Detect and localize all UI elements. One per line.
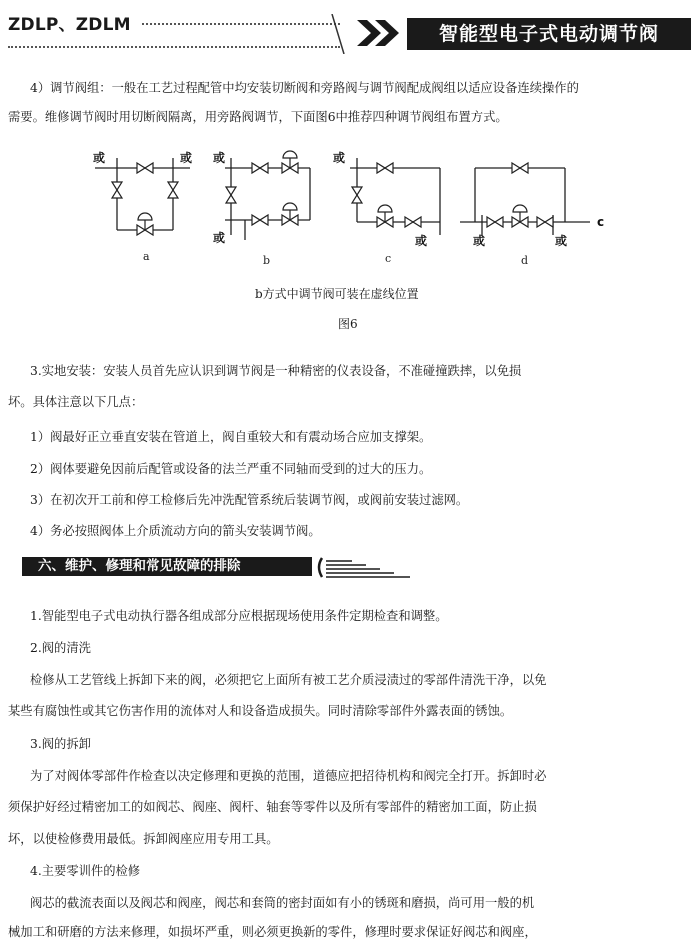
diagram-c-label: c xyxy=(597,215,605,229)
install-item-2: 2）阀体要避免因前后配管或设备的法兰严重不同轴而受到的过大的压力。 xyxy=(30,462,432,476)
header-dotted-line xyxy=(142,23,340,25)
diagram-or-label: 或 xyxy=(555,234,568,248)
valve-group-diagram xyxy=(85,140,625,270)
sub-label-a: a xyxy=(143,250,150,263)
maint-2-line2: 某些有腐蚀性或其它伤害作用的流体对人和设备造成损失。同时清除零部件外露表面的锈蚀。 xyxy=(8,704,513,718)
header-model: ZDLP、ZDLM xyxy=(8,15,131,35)
sub-label-c: c xyxy=(385,252,392,265)
diagram-or-label: 或 xyxy=(213,151,226,165)
maint-3-line2: 须保护好经过精密加工的如阀芯、阀座、阀杆、轴套等零件以及所有零部件的精密加工面，防止损 xyxy=(8,800,537,814)
install-line1: 3.实地安装：安装人员首先应认识到调节阀是一种精密的仪表设备，不准碰撞跌摔，以免损 xyxy=(30,364,522,378)
maint-1: 1.智能型电子式电动执行器各组成部分应根据现场使用条件定期检查和调整。 xyxy=(30,609,448,623)
section-title: 六、维护、修理和常见故障的排除 xyxy=(38,558,241,574)
p4-line1: 4）调节阀组：一般在工艺过程配管中均安装切断阀和旁路阀与调节阀配成阀组以适应设备连续操作的 xyxy=(30,81,579,95)
sub-label-b: b xyxy=(263,254,271,267)
maint-3-line3: 坏，以使检修费用最低。拆卸阀座应用专用工具。 xyxy=(8,832,279,846)
install-item-3: 3）在初次开工前和停工检修后先冲洗配管系统后装调节阀，或阀前安装过滤网。 xyxy=(30,493,469,507)
diagram-or-label: 或 xyxy=(93,151,106,165)
maint-2-heading: 2.阀的清洗 xyxy=(30,641,91,655)
header-title: 智能型电子式电动调节阀 xyxy=(407,18,691,50)
header-dotted-underline xyxy=(8,46,340,48)
diagram-or-label: 或 xyxy=(180,151,193,165)
double-chevron-icon xyxy=(357,18,403,48)
maint-3-heading: 3.阀的拆卸 xyxy=(30,737,91,751)
diagram-or-label: 或 xyxy=(333,151,346,165)
maint-4-line2: 械加工和研磨的方法来修理，如损坏严重，则必须更换新的零件，修理时要求保证好阀芯和阀座， xyxy=(8,925,537,939)
install-item-1: 1）阀最好正立垂直安装在管道上，阀自重较大和有震动场合应加支撑架。 xyxy=(30,430,432,444)
maint-4-heading: 4.主要零训件的检修 xyxy=(30,864,141,878)
figure-label: 图6 xyxy=(338,317,358,331)
figure-note: b方式中调节阀可装在虚线位置 xyxy=(255,287,419,301)
install-line2: 坏。具体注意以下几点： xyxy=(8,395,144,409)
maint-3-line1: 为了对阀体零部件作检查以决定修理和更换的范围，道德应把招待机构和阀完全打开。拆卸时必 xyxy=(30,769,547,783)
sub-label-d: d xyxy=(521,254,529,267)
diagram-or-label: 或 xyxy=(213,231,226,245)
p4-line2: 需要。维修调节阀时用切断阀隔离，用旁路阀调节，下面图6中推荐四种调节阀组布置方式。 xyxy=(8,110,508,124)
maint-2-line1: 检修从工艺管线上拆卸下来的阀，必须把它上面所有被工艺介质浸渍过的零部件清洗干净，以免 xyxy=(30,673,547,687)
maint-4-line1: 阀芯的截流表面以及阀芯和阀座，阀芯和套筒的密封面如有小的锈斑和磨损，尚可用一般的机 xyxy=(30,896,535,910)
header-divider-icon xyxy=(330,14,346,54)
install-item-4: 4）务必按照阀体上介质流动方向的箭头安装调节阀。 xyxy=(30,524,321,538)
section-deco-icon xyxy=(314,557,414,579)
diagram-or-label: 或 xyxy=(473,234,486,248)
diagram-or-label: 或 xyxy=(415,234,428,248)
